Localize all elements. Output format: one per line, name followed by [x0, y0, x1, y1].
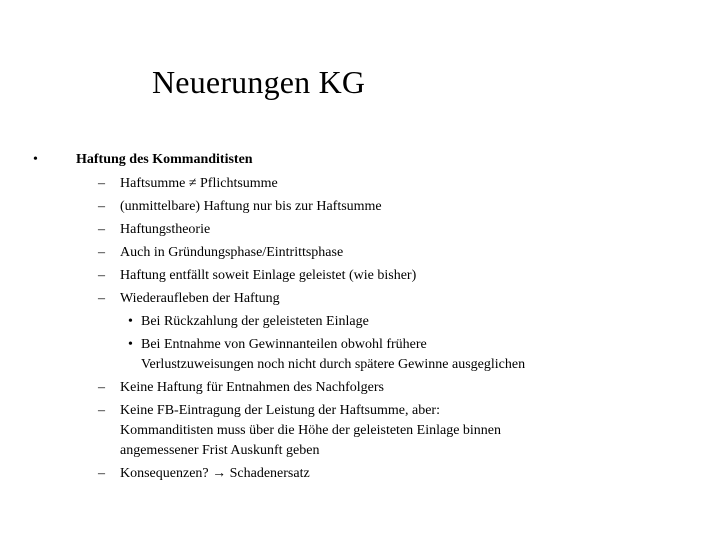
list-item-gruendungsphase: Auch in Gründungsphase/Eintrittsphase — [120, 245, 344, 260]
list-item-unmittelbare-haftung: (unmittelbare) Haftung nur bis zur Haftsumme — [120, 199, 382, 214]
dash-marker: – — [98, 176, 105, 191]
slide-title: Neuerungen KG — [152, 64, 366, 100]
sub-bullet-marker: • — [128, 314, 133, 329]
list-item-haftung-entfaellt: Haftung entfällt soweit Einlage geleistet (wie bisher) — [120, 268, 417, 283]
list-item-fb-eintragung-line-2: Kommanditisten muss über die Höhe der geleisteten Einlage binnen — [120, 423, 502, 438]
bullet-marker: • — [33, 152, 38, 167]
main-bullet-text: Haftung des Kommanditisten — [76, 152, 253, 167]
sub-item-rueckzahlung: Bei Rückzahlung der geleisteten Einlage — [141, 314, 369, 329]
dash-marker: – — [98, 245, 105, 260]
sub-bullet-marker: • — [128, 337, 133, 352]
sub-item-entnahme-line-2: Verlustzuweisungen noch nicht durch spätere Gewinne ausgeglichen — [141, 357, 526, 372]
dash-marker: – — [98, 268, 105, 283]
dash-marker: – — [98, 222, 105, 237]
dash-marker: – — [98, 466, 105, 481]
list-item-fb-eintragung-line-1: Keine FB-Eintragung der Leistung der Haftsumme, aber: — [120, 403, 440, 418]
list-item-wiederaufleben: Wiederaufleben der Haftung — [120, 291, 280, 306]
list-item-fb-eintragung-line-3: angemessener Frist Auskunft geben — [120, 443, 320, 458]
list-item-haftsumme: Haftsumme ≠ Pflichtsumme — [120, 176, 278, 191]
list-item-konsequenzen: Konsequenzen? → Schadenersatz — [120, 466, 310, 481]
dash-marker: – — [98, 291, 105, 306]
list-item-keine-haftung-entnahmen: Keine Haftung für Entnahmen des Nachfolgers — [120, 380, 384, 395]
dash-marker: – — [98, 403, 105, 418]
list-item-haftungstheorie: Haftungstheorie — [120, 222, 211, 237]
dash-marker: – — [98, 199, 105, 214]
sub-item-entnahme-line-1: Bei Entnahme von Gewinnanteilen obwohl frühere — [141, 337, 427, 352]
dash-marker: – — [98, 380, 105, 395]
